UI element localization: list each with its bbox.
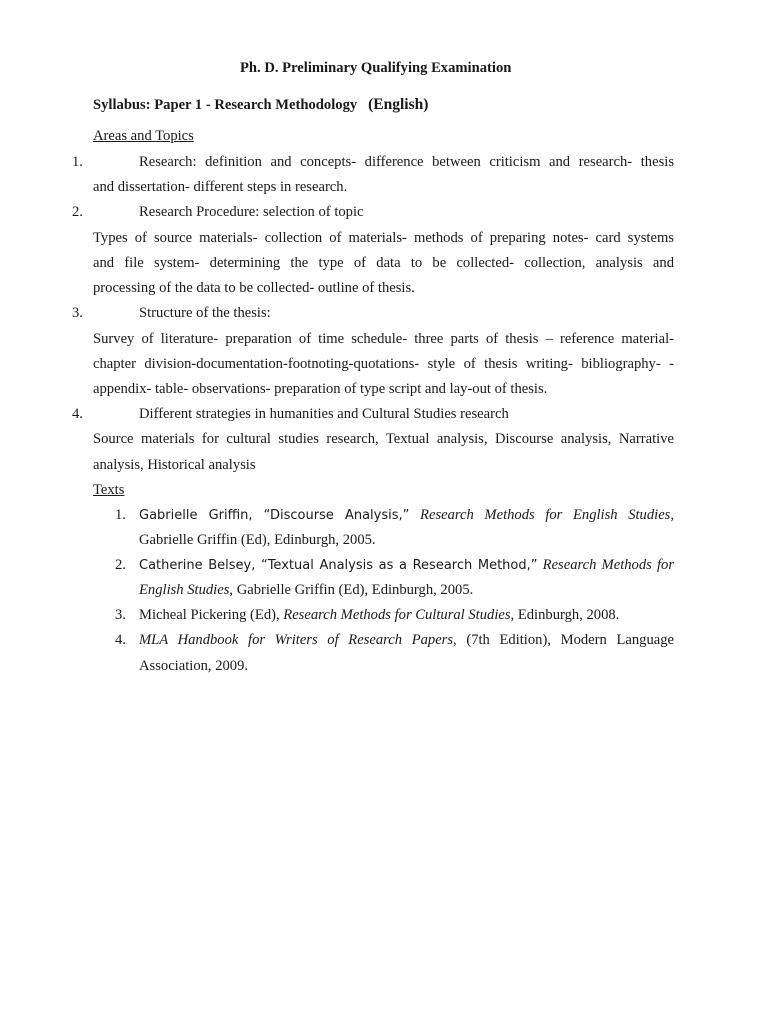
topic-4-body-line-2: analysis, Historical analysis <box>93 457 256 473</box>
topic-4-body-line-1: Source materials for cultural studies research, Textual analysis, Discourse analysis, Narrative <box>93 431 674 447</box>
topic-3-title: Structure of the thesis: <box>139 305 271 321</box>
topic-number: 1. <box>72 154 83 170</box>
reference-2-tail: , Gabrielle Griffin (Ed), Edinburgh, 2005. <box>229 582 474 598</box>
topic-3-body-line-1: Survey of literature- preparation of time schedule- three parts of thesis – reference material- <box>93 331 674 347</box>
reference-3-tail: , Edinburgh, 2008. <box>510 607 620 623</box>
reference-1-book: Research Methods for English Studies <box>420 507 671 523</box>
document-title: Ph. D. Preliminary Qualifying Examination <box>240 60 512 76</box>
topic-number: 2. <box>72 204 83 220</box>
texts-heading: Texts <box>93 482 125 498</box>
reference-2-author: Catherine Belsey, “Textual Analysis as a Research Method,” <box>139 558 538 573</box>
reference-4-line-1 <box>139 632 674 649</box>
reference-2-book: Research Methods for <box>542 557 674 573</box>
reference-number: 1. <box>115 507 126 523</box>
reference-4-tail: , (7th Edition), Modern Language <box>453 632 674 648</box>
areas-heading: Areas and Topics <box>93 128 194 144</box>
topic-1-line-2: and dissertation- different steps in research. <box>93 179 348 195</box>
reference-2-line-1 <box>139 557 674 574</box>
syllabus-language: (English) <box>368 96 429 113</box>
topic-3-body-line-2: chapter division-documentation-footnoting-quotations- style of thesis writing- bibliography- - <box>93 356 674 372</box>
reference-number: 4. <box>115 632 126 648</box>
reference-3-author: Micheal Pickering (Ed), <box>139 607 280 623</box>
reference-3-book: Research Methods for Cultural Studies <box>283 607 511 623</box>
reference-1-tail: , <box>670 507 675 523</box>
topic-number: 3. <box>72 305 83 321</box>
reference-3-line-1 <box>139 607 619 624</box>
syllabus-line <box>93 96 428 114</box>
reference-number: 2. <box>115 557 126 573</box>
topic-2-body-line-1: Types of source materials- collection of materials- methods of preparing notes- card systems <box>93 230 674 246</box>
reference-4-book: MLA Handbook for Writers of Research Papers <box>139 632 454 648</box>
topic-2-title: Research Procedure: selection of topic <box>139 204 364 220</box>
topic-3-body-line-3: appendix- table- observations- preparation of type script and lay-out of thesis. <box>93 381 548 397</box>
reference-2-book-continued: English Studies <box>139 582 230 598</box>
topic-2-body-line-3: processing of the data to be collected- outline of thesis. <box>93 280 415 296</box>
syllabus-prefix: Syllabus: Paper 1 - Research Methodology <box>93 97 358 113</box>
reference-1-author: Gabrielle Griffin, “Discourse Analysis,” <box>139 508 410 523</box>
topic-4-title: Different strategies in humanities and Cultural Studies research <box>139 406 509 422</box>
topic-number: 4. <box>72 406 83 422</box>
topic-2-body-line-2: and file system- determining the type of data to be collected- collection, analysis and <box>93 255 674 271</box>
reference-4-line-2: Association, 2009. <box>139 658 249 674</box>
reference-1-line-2: Gabrielle Griffin (Ed), Edinburgh, 2005. <box>139 532 376 548</box>
reference-number: 3. <box>115 607 126 623</box>
topic-1-line-1: Research: definition and concepts- difference between criticism and research- thesis <box>139 154 674 170</box>
reference-1-line-1 <box>139 507 674 524</box>
reference-2-line-2 <box>139 582 473 599</box>
